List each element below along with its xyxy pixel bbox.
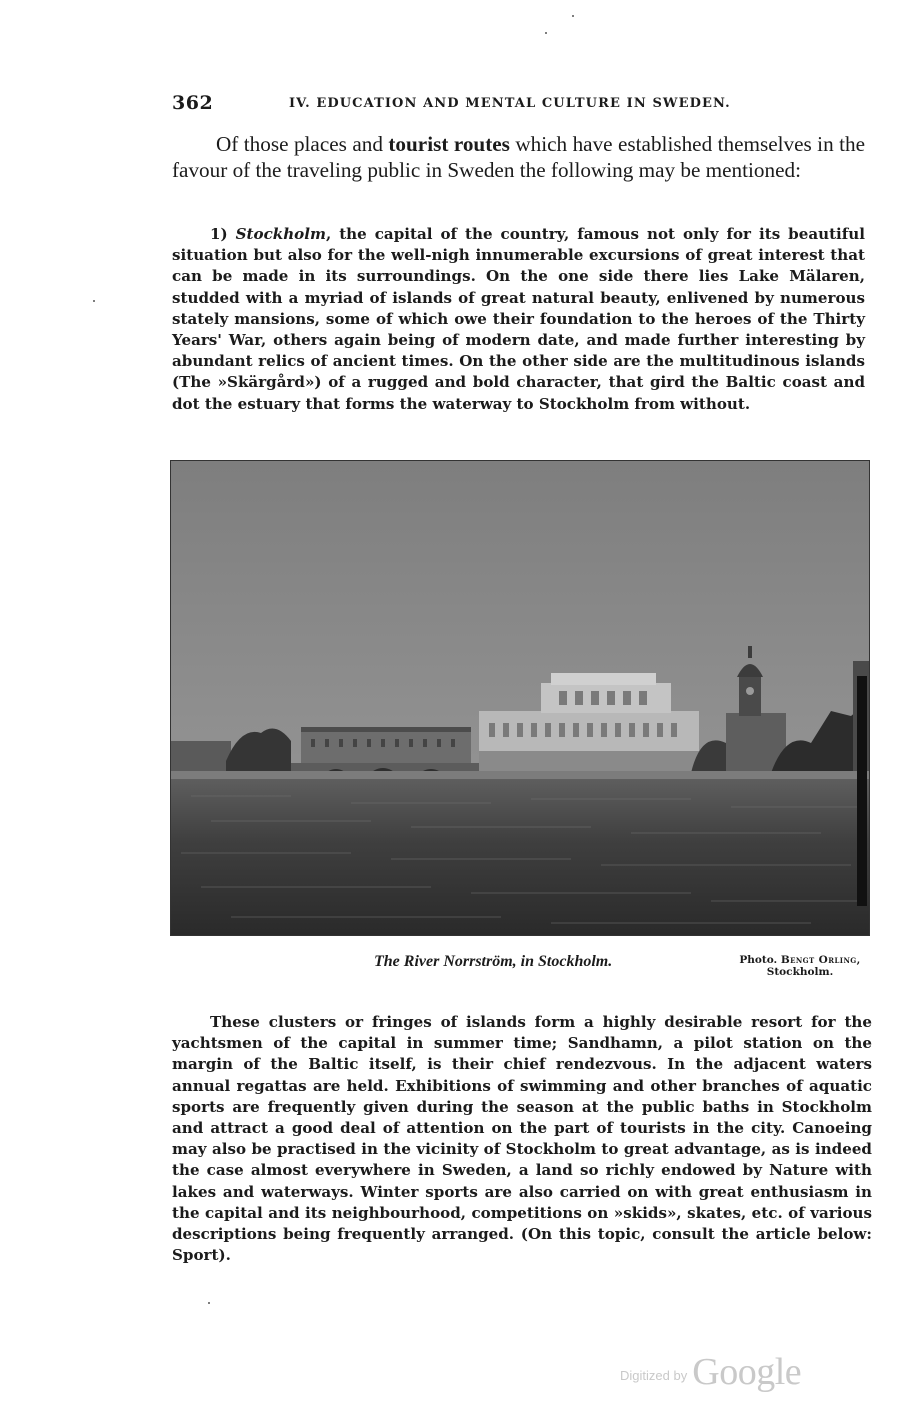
scan-speck — [545, 32, 547, 34]
scan-speck — [572, 15, 574, 17]
photo-credit-line2: Stockholm. — [766, 966, 834, 978]
intro-text-end: which have established themselves in the favour of the traveling public in Sweden the following may be mentioned: — [172, 132, 865, 182]
river-photograph — [170, 460, 870, 936]
intro-paragraph — [172, 132, 865, 183]
intro-bold-phrase: tourist routes — [388, 132, 510, 156]
islands-paragraph — [172, 1012, 872, 1266]
photo-credit — [725, 954, 875, 978]
city-name: Stockholm — [235, 225, 326, 243]
figure-caption: The River Norrström, in Stockholm. — [374, 953, 613, 970]
digitization-watermark — [620, 1350, 801, 1394]
stockholm-paragraph-text: , the capital of the country, famous not only for its beautiful situation but also for the well-nigh innumerable excursions of great interest that can be made in its surroundings. On the one side there lies Lake Mälaren, studded with a myriad of islands of great natural beauty, enlivened by numerous stately mansions, some of which owe their foundation to the heroes of the Thirty Years' War, others again being of modern date, and made further interesting by abundant relics of ancient times. On the other side are the multitudinous islands (The »Skärgård») of a rugged and bold character, that gird the Baltic coast and dot the estuary that forms the waterway to Stockholm from without. — [172, 225, 865, 413]
islands-paragraph-text: These clusters or fringes of islands form a highly desirable resort for the yachtsmen of the capital in summer time; Sandhamn, a pilot station on the margin of the Baltic itself, is their chief rendezvous. In the adjacent waters annual regattas are held. Exhibitions of swimming and other branches of aquatic sports are frequently given during the season at the public baths in Stockholm and attract a good deal of attention on the part of tourists in the city. Canoeing may also be practised in the vicinity of Stockholm to great advantage, as is indeed the case almost everywhere in Sweden, a land so richly endowed by Nature with lakes and waterways. Winter sports are also carried on with great enthusiasm in the capital and its neighbourhood, competitions on »skids», skates, etc. of various descriptions being frequently arranged. (On this topic, consult the article below: Sport). — [172, 1013, 872, 1265]
photo-credit-line1 — [725, 954, 875, 966]
scan-speck — [93, 300, 95, 302]
photographer-name: Bengt Orling, — [780, 954, 861, 966]
running-head: IV. EDUCATION AND MENTAL CULTURE IN SWEDEN. — [289, 96, 731, 111]
scan-speck — [208, 1302, 210, 1304]
page-number: 362 — [172, 92, 214, 114]
intro-text-start: Of those places and — [216, 132, 389, 156]
watermark-logo: Google — [692, 1351, 802, 1393]
photo-credit-prefix: Photo. — [739, 954, 781, 966]
watermark-prefix: Digitized by — [620, 1368, 688, 1383]
item-number: 1) — [210, 225, 236, 243]
stockholm-paragraph — [172, 224, 865, 415]
